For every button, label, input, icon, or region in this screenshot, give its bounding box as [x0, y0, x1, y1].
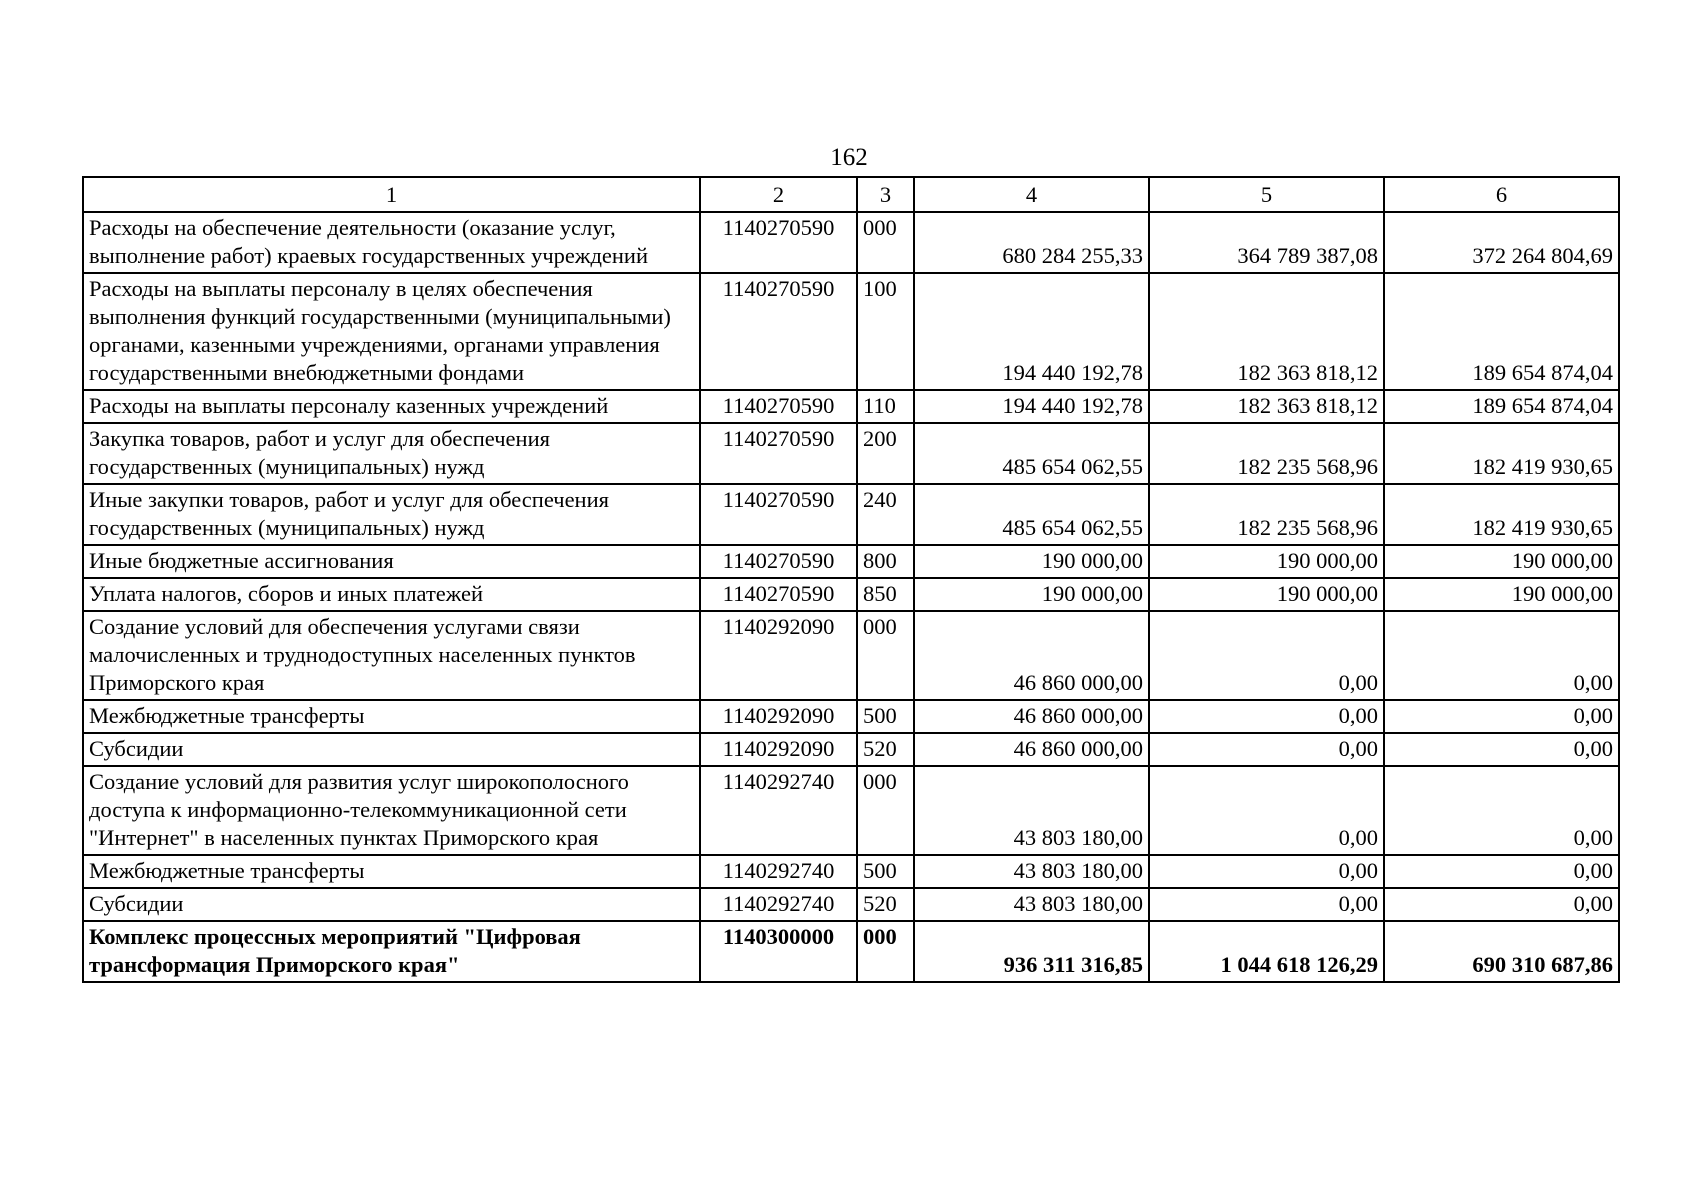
table-row — [83, 578, 1619, 611]
column-header: 3 — [857, 177, 914, 212]
row-kind-cell: 000 — [857, 766, 914, 855]
row-kind-cell: 800 — [857, 545, 914, 578]
row-value-col5: 190 000,00 — [1149, 545, 1384, 578]
row-value-col5: 190 000,00 — [1149, 578, 1384, 611]
column-header: 6 — [1384, 177, 1619, 212]
row-value-col6: 189 654 874,04 — [1384, 390, 1619, 423]
row-value-col6: 0,00 — [1384, 888, 1619, 921]
column-header: 2 — [700, 177, 857, 212]
row-value-col6: 189 654 874,04 — [1384, 273, 1619, 390]
row-value-col6: 182 419 930,65 — [1384, 423, 1619, 484]
row-value-col6: 0,00 — [1384, 700, 1619, 733]
row-value-col5: 0,00 — [1149, 700, 1384, 733]
table-row — [83, 611, 1619, 700]
row-value-col6: 0,00 — [1384, 766, 1619, 855]
row-value-col4: 46 860 000,00 — [914, 611, 1149, 700]
row-name-cell: Создание условий для развития услуг широкополосного доступа к информационно-телекоммуникационной сети "Интернет" в населенных пунктах Приморского края — [83, 766, 700, 855]
row-value-col4: 485 654 062,55 — [914, 484, 1149, 545]
row-name-cell: Расходы на выплаты персоналу казенных учреждений — [83, 390, 700, 423]
table-row — [83, 700, 1619, 733]
row-name-cell: Субсидии — [83, 888, 700, 921]
row-value-col6: 0,00 — [1384, 611, 1619, 700]
row-code-cell: 1140270590 — [700, 578, 857, 611]
row-value-col4: 43 803 180,00 — [914, 855, 1149, 888]
row-value-col5: 0,00 — [1149, 888, 1384, 921]
row-code-cell: 1140292740 — [700, 855, 857, 888]
row-kind-cell: 500 — [857, 700, 914, 733]
table-row — [83, 212, 1619, 273]
row-code-cell: 1140270590 — [700, 390, 857, 423]
table-row — [83, 273, 1619, 390]
row-kind-cell: 100 — [857, 273, 914, 390]
row-name-cell: Закупка товаров, работ и услуг для обеспечения государственных (муниципальных) нужд — [83, 423, 700, 484]
table-row — [83, 855, 1619, 888]
row-kind-cell: 110 — [857, 390, 914, 423]
row-value-col4: 43 803 180,00 — [914, 766, 1149, 855]
table-row — [83, 545, 1619, 578]
row-value-col4: 43 803 180,00 — [914, 888, 1149, 921]
column-header: 5 — [1149, 177, 1384, 212]
row-value-col4: 194 440 192,78 — [914, 390, 1149, 423]
row-value-col6: 372 264 804,69 — [1384, 212, 1619, 273]
row-value-col5: 0,00 — [1149, 766, 1384, 855]
row-value-col5: 182 235 568,96 — [1149, 423, 1384, 484]
row-kind-cell: 500 — [857, 855, 914, 888]
budget-table — [82, 176, 1620, 983]
table-row — [83, 733, 1619, 766]
row-value-col4: 680 284 255,33 — [914, 212, 1149, 273]
row-kind-cell: 520 — [857, 733, 914, 766]
column-header: 4 — [914, 177, 1149, 212]
table-row — [83, 921, 1619, 982]
row-code-cell: 1140270590 — [700, 423, 857, 484]
row-code-cell: 1140292090 — [700, 700, 857, 733]
row-name-cell: Комплекс процессных мероприятий "Цифровая трансформация Приморского края" — [83, 921, 700, 982]
row-value-col4: 190 000,00 — [914, 578, 1149, 611]
column-header: 1 — [83, 177, 700, 212]
row-kind-cell: 520 — [857, 888, 914, 921]
row-value-col5: 0,00 — [1149, 855, 1384, 888]
row-value-col4: 194 440 192,78 — [914, 273, 1149, 390]
row-code-cell: 1140292740 — [700, 766, 857, 855]
row-value-col4: 936 311 316,85 — [914, 921, 1149, 982]
table-header-row — [83, 177, 1619, 212]
row-kind-cell: 240 — [857, 484, 914, 545]
row-value-col5: 0,00 — [1149, 733, 1384, 766]
row-kind-cell: 000 — [857, 212, 914, 273]
row-value-col6: 190 000,00 — [1384, 545, 1619, 578]
row-code-cell: 1140292090 — [700, 733, 857, 766]
row-name-cell: Иные бюджетные ассигнования — [83, 545, 700, 578]
row-name-cell: Межбюджетные трансферты — [83, 700, 700, 733]
row-code-cell: 1140270590 — [700, 212, 857, 273]
row-code-cell: 1140292090 — [700, 611, 857, 700]
row-value-col5: 182 363 818,12 — [1149, 273, 1384, 390]
row-code-cell: 1140270590 — [700, 545, 857, 578]
row-name-cell: Создание условий для обеспечения услугами связи малочисленных и труднодоступных населенных пунктов Приморского края — [83, 611, 700, 700]
row-value-col6: 182 419 930,65 — [1384, 484, 1619, 545]
row-name-cell: Расходы на обеспечение деятельности (оказание услуг, выполнение работ) краевых государственных учреждений — [83, 212, 700, 273]
table-row — [83, 423, 1619, 484]
row-name-cell: Иные закупки товаров, работ и услуг для обеспечения государственных (муниципальных) нужд — [83, 484, 700, 545]
row-kind-cell: 000 — [857, 611, 914, 700]
row-code-cell: 1140292740 — [700, 888, 857, 921]
row-code-cell: 1140270590 — [700, 484, 857, 545]
row-name-cell: Расходы на выплаты персоналу в целях обеспечения выполнения функций государственными (муниципальными) органами, казенными учреждениями, органами управления государственными внебюджетными фондами — [83, 273, 700, 390]
row-value-col5: 182 363 818,12 — [1149, 390, 1384, 423]
row-kind-cell: 200 — [857, 423, 914, 484]
row-value-col6: 690 310 687,86 — [1384, 921, 1619, 982]
row-name-cell: Субсидии — [83, 733, 700, 766]
row-value-col5: 182 235 568,96 — [1149, 484, 1384, 545]
table-row — [83, 888, 1619, 921]
row-value-col4: 485 654 062,55 — [914, 423, 1149, 484]
row-kind-cell: 000 — [857, 921, 914, 982]
row-name-cell: Уплата налогов, сборов и иных платежей — [83, 578, 700, 611]
row-value-col5: 0,00 — [1149, 611, 1384, 700]
row-value-col5: 364 789 387,08 — [1149, 212, 1384, 273]
table-row — [83, 484, 1619, 545]
row-value-col4: 46 860 000,00 — [914, 733, 1149, 766]
row-value-col4: 46 860 000,00 — [914, 700, 1149, 733]
row-kind-cell: 850 — [857, 578, 914, 611]
row-value-col5: 1 044 618 126,29 — [1149, 921, 1384, 982]
row-name-cell: Межбюджетные трансферты — [83, 855, 700, 888]
row-value-col4: 190 000,00 — [914, 545, 1149, 578]
row-value-col6: 190 000,00 — [1384, 578, 1619, 611]
row-code-cell: 1140270590 — [700, 273, 857, 390]
table-row — [83, 390, 1619, 423]
row-code-cell: 1140300000 — [700, 921, 857, 982]
row-value-col6: 0,00 — [1384, 733, 1619, 766]
table-row — [83, 766, 1619, 855]
page-number: 162 — [830, 144, 868, 171]
row-value-col6: 0,00 — [1384, 855, 1619, 888]
